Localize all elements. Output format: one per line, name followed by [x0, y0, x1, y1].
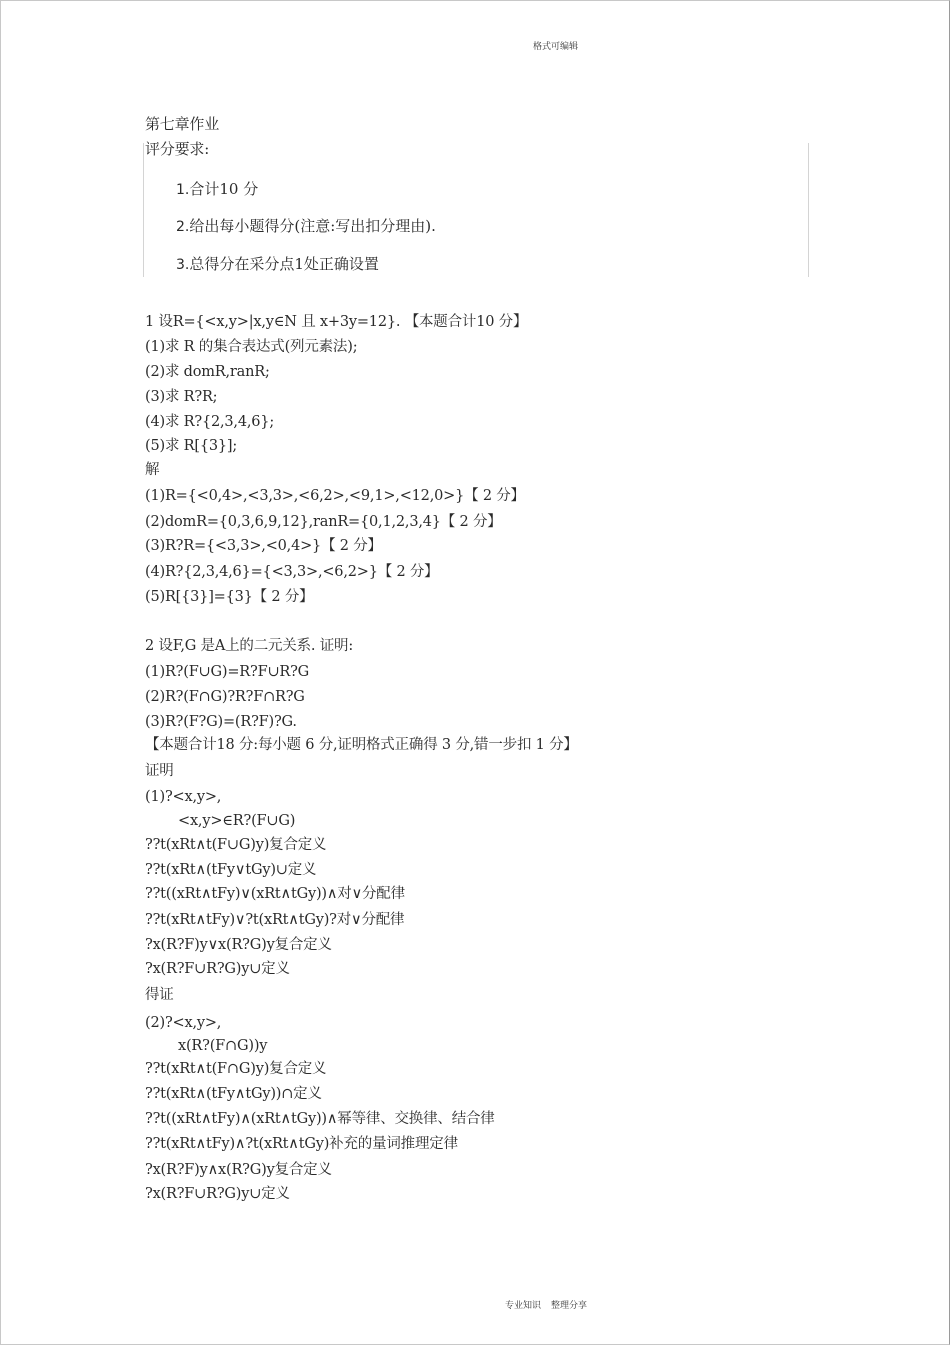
requirement-number: 2. [176, 219, 190, 235]
q1-answer: (1)R={<0,4>,<3,3>,<6,2>,<9,1>,<12,0>}【 2 分】 [145, 488, 525, 504]
page-footer [505, 1298, 587, 1311]
q1-answer: (5)R[{3}]={3}【 2 分】 [145, 589, 314, 605]
q2-part: (1)R?(F∪G)=R?F∪R?G [145, 664, 310, 680]
q2-part: (3)R?(F?G)=(R?F)?G. [145, 714, 297, 730]
q2-part: (2)R?(F∩G)?R?F∩R?G [145, 689, 305, 705]
q1-part: (1)求 R 的集合表达式(列元素法); [145, 339, 358, 355]
proof2-line: ??t(xRt∧t(F∩G)y)复合定义 [145, 1061, 327, 1077]
proof1-line: ??t(xRt∧tFy)∨?t(xRt∧tGy)?对∨分配律 [145, 912, 405, 928]
proof1-line: ??t(xRt∧t(F∪G)y)复合定义 [145, 837, 327, 853]
proof1-line: ?x(R?F∪R?G)y∪定义 [145, 961, 290, 977]
q1-part: (3)求 R?R; [145, 389, 218, 405]
q1-part: (2)求 domR,ranR; [145, 364, 270, 380]
q2-stem: 2 设F,G 是A上的二元关系. 证明: [145, 638, 354, 654]
q1-solution-label: 解 [145, 462, 160, 478]
q2-scoring: 【本题合计18 分:每小题 6 分,证明格式正确得 3 分,错一步扣 1 分】 [145, 737, 578, 753]
proof2-line: x(R?(F∩G))y [178, 1038, 268, 1054]
requirement-number: 1. [176, 182, 190, 198]
proof2-line: (2)?<x,y>, [145, 1015, 222, 1031]
q1-part: (4)求 R?{2,3,4,6}; [145, 414, 275, 430]
requirement-text: 给出每小题得分(注意:写出扣分理由). [189, 217, 436, 235]
proof2-line: ?x(R?F)y∧x(R?G)y复合定义 [145, 1162, 332, 1178]
q1-answer: (2)domR={0,3,6,9,12},ranR={0,1,2,3,4}【 2 分】 [145, 514, 502, 530]
q1-stem: 1 设R={<x,y>|x,y∈N 且 x+3y=12}. 【本题合计10 分】 [145, 314, 528, 330]
requirement-item [176, 180, 258, 199]
proof1-line: <x,y>∈R?(F∪G) [178, 813, 296, 829]
proof-conclusion: 得证 [145, 987, 174, 1003]
proof2-line: ??t(xRt∧(tFy∧tGy))∩定义 [145, 1086, 322, 1102]
q1-answer: (4)R?{2,3,4,6}={<3,3>,<6,2>}【 2 分】 [145, 564, 439, 580]
proof2-line: ?x(R?F∪R?G)y∪定义 [145, 1186, 290, 1202]
requirement-number: 3. [176, 257, 190, 273]
proof2-line: ??t((xRt∧tFy)∧(xRt∧tGy))∧幂等律、交换律、结合律 [145, 1111, 495, 1127]
requirement-text: 合计10 分 [189, 180, 259, 198]
footer-right: 整理分享 [551, 1301, 588, 1311]
proof1-line: ??t((xRt∧tFy)∨(xRt∧tGy))∧对∨分配律 [145, 886, 405, 902]
q1-answer: (3)R?R={<3,3>,<0,4>}【 2 分】 [145, 538, 382, 554]
q2-proof-label: 证明 [145, 763, 174, 779]
requirement-item [176, 217, 436, 236]
page-header: 格式可编辑 [533, 42, 579, 52]
requirement-item [176, 255, 379, 274]
footer-left: 专业知识 [505, 1301, 542, 1311]
q1-part: (5)求 R[{3}]; [145, 438, 238, 454]
proof1-line: ??t(xRt∧(tFy∨tGy)∪定义 [145, 862, 317, 878]
proof1-line: ?x(R?F)y∨x(R?G)y复合定义 [145, 937, 332, 953]
requirements-label: 评分要求: [145, 140, 210, 158]
page-title: 第七章作业 [145, 115, 220, 133]
proof2-line: ??t(xRt∧tFy)∧?t(xRt∧tGy)补充的量词推理定律 [145, 1136, 458, 1152]
proof1-line: (1)?<x,y>, [145, 789, 222, 805]
requirement-text: 总得分在采分点1处正确设置 [189, 255, 379, 273]
